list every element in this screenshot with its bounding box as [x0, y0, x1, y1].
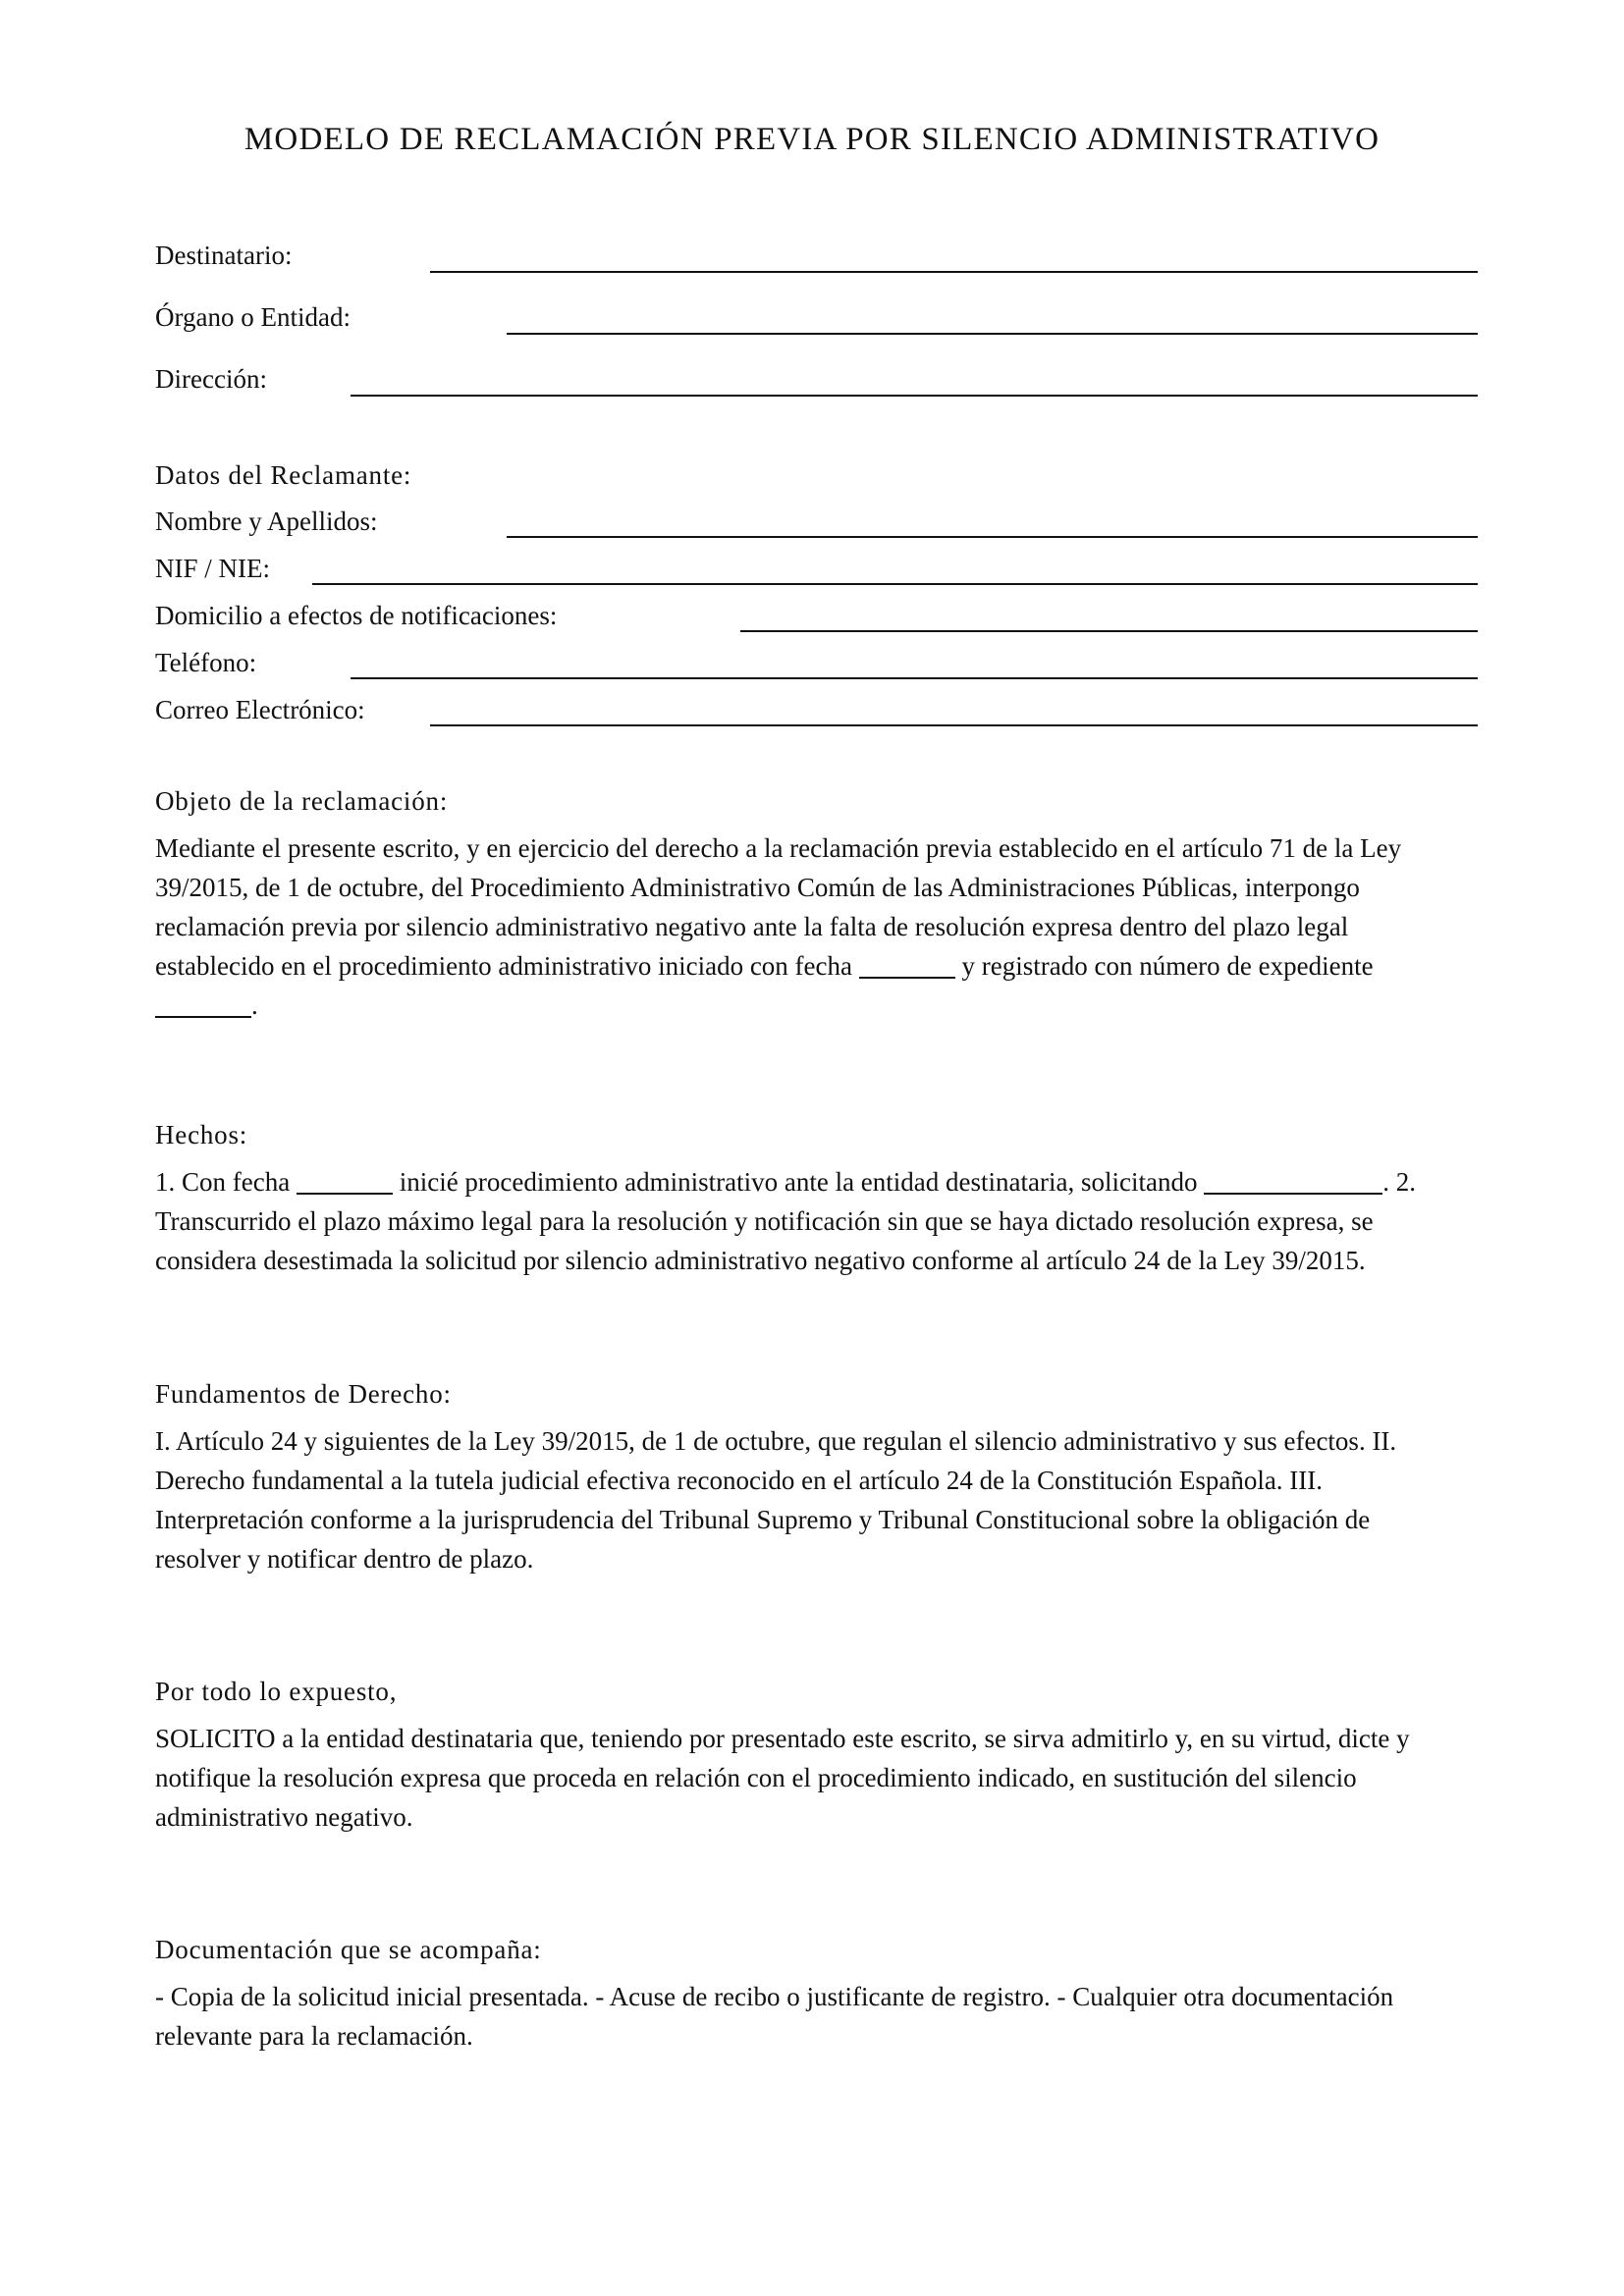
domicilio-label: Domicilio a efectos de notificaciones: [155, 601, 558, 630]
domicilio-blank-line [740, 630, 1478, 632]
objeto-paragraph [155, 828, 1476, 1025]
nif-blank-line [312, 583, 1478, 585]
nif-label: NIF / NIE: [155, 554, 270, 583]
organo-field [155, 297, 1478, 337]
objeto-line: Mediante el presente escrito, y en ejercicio del derecho a la reclamación previa establecido en el artículo 71 de la Ley [155, 833, 1402, 863]
documentacion-heading: Documentación que se acompaña: [155, 1935, 542, 1964]
telefono-field [155, 643, 1478, 682]
fundamentos-paragraph [155, 1421, 1476, 1578]
organo-blank-line [507, 333, 1478, 335]
hechos-text: inicié procedimiento administrativo ante la entidad destinataria, solicitando [399, 1167, 1198, 1197]
solicitud-line: SOLICITO a la entidad destinataria que, teniendo por presentado este escrito, se sirva admitirlo y, en su virtud, dicte y [155, 1724, 1410, 1753]
solicitud-heading: Por todo lo expuesto, [155, 1677, 398, 1706]
objeto-line-with-blanks [155, 946, 1476, 986]
objeto-line: 39/2015, de 1 de octubre, del Procedimiento Administrativo Común de las Administraciones Públicas, interpongo [155, 873, 1360, 902]
correo-label: Correo Electrónico: [155, 695, 365, 724]
solicitud-paragraph [155, 1719, 1476, 1837]
objeto-text: y registrado con número de expediente [961, 951, 1374, 981]
hechos-line: considera desestimada la solicitud por silencio administrativo negativo conforme al artículo 24 de la Ley 39/2015. [155, 1246, 1366, 1275]
objeto-text: . [251, 990, 258, 1020]
destinatario-field [155, 236, 1478, 275]
solicitando-blank [1204, 1193, 1382, 1195]
fecha-blank [859, 977, 955, 979]
hechos-paragraph [155, 1162, 1476, 1280]
destinatario-label: Destinatario: [155, 240, 293, 270]
hechos-line: Transcurrido el plazo máximo legal para la resolución y notificación sin que se haya dictado resolución expresa, se [155, 1206, 1374, 1236]
hechos-text: 1. Con fecha [155, 1167, 291, 1197]
fundamentos-line: I. Artículo 24 y siguientes de la Ley 39/2015, de 1 de octubre, que regulan el silencio administrativo y sus efectos. II. [155, 1426, 1397, 1456]
expediente-blank [155, 1016, 251, 1018]
fundamentos-line: Derecho fundamental a la tutela judicial efectiva reconocido en el artículo 24 de la Constitución Española. III. [155, 1466, 1324, 1495]
solicitud-line: notifique la resolución expresa que proceda en relación con el procedimiento indicado, en sustitución del silencio [155, 1763, 1357, 1792]
nif-field [155, 549, 1478, 588]
correo-field [155, 690, 1478, 729]
fundamentos-line: Interpretación conforme a la jurisprudencia del Tribunal Supremo y Tribunal Constitucional sobre la obligación de [155, 1505, 1371, 1534]
hechos-heading: Hechos: [155, 1120, 248, 1149]
fundamentos-heading: Fundamentos de Derecho: [155, 1379, 452, 1409]
documentacion-line: relevante para la reclamación. [155, 2021, 473, 2051]
direccion-label: Dirección: [155, 364, 267, 394]
telefono-label: Teléfono: [155, 648, 257, 677]
organo-label: Órgano o Entidad: [155, 302, 351, 332]
documentacion-paragraph [155, 1977, 1476, 2056]
solicitud-line: administrativo negativo. [155, 1802, 413, 1832]
documentacion-line: - Copia de la solicitud inicial presentada. - Acuse de recibo o justificante de registro. - Cualquier otra documentación [155, 1982, 1394, 2011]
objeto-line-expediente [155, 986, 1476, 1025]
hechos-fecha-blank [297, 1193, 393, 1195]
nombre-blank-line [507, 536, 1478, 538]
nombre-field [155, 502, 1478, 541]
fundamentos-line: resolver y notificar dentro de plazo. [155, 1544, 534, 1574]
domicilio-field [155, 596, 1478, 635]
correo-blank-line [430, 724, 1478, 726]
claimant-heading: Datos del Reclamante: [155, 460, 412, 490]
objeto-heading: Objeto de la reclamación: [155, 786, 449, 816]
document-title: MODELO DE RECLAMACIÓN PREVIA POR SILENCIO ADMINISTRATIVO [244, 122, 1380, 157]
telefono-blank-line [351, 677, 1478, 679]
direccion-blank-line [351, 395, 1478, 397]
objeto-text: establecido en el procedimiento administrativo iniciado con fecha [155, 951, 852, 981]
direccion-field [155, 359, 1478, 399]
hechos-line-with-blanks [155, 1162, 1476, 1201]
hechos-text: . 2. [1382, 1167, 1416, 1197]
objeto-line: reclamación previa por silencio administrativo negativo ante la falta de resolución expresa dentro del plazo legal [155, 912, 1349, 941]
nombre-label: Nombre y Apellidos: [155, 507, 378, 536]
destinatario-blank-line [430, 271, 1478, 273]
